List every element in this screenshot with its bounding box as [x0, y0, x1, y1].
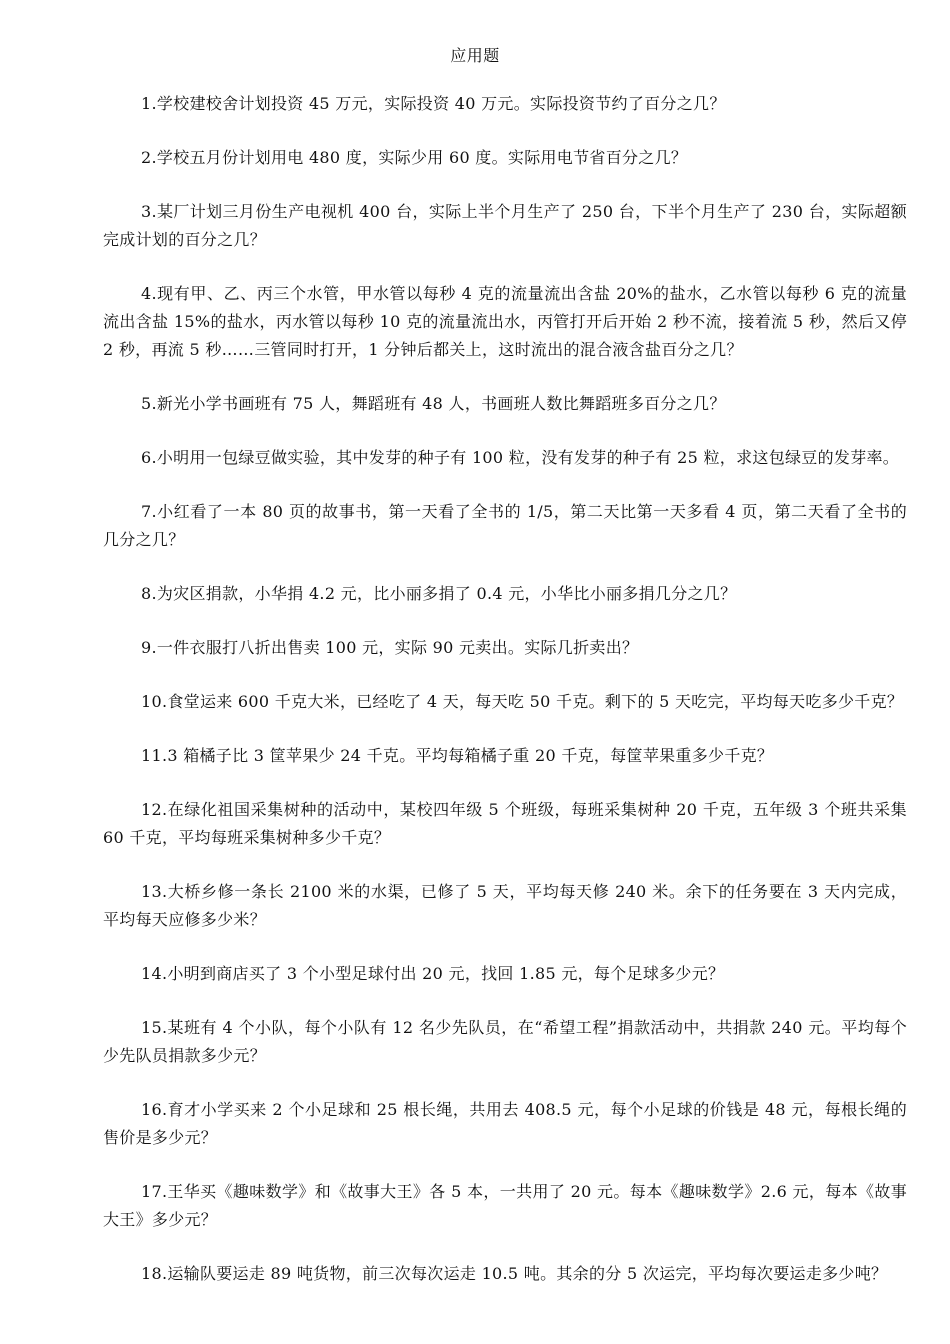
- problem-list: [103, 90, 907, 1314]
- problem-4: 4.现有甲、乙、丙三个水管，甲水管以每秒 4 克的流量流出含盐 20%的盐水，乙水管以每秒 6 克的流量流出含盐 15%的盐水，丙水管以每秒 10 克的流量流出水，丙管打开后开始 2 秒不流，接着流 5 秒，然后又停 2 秒，再流 5 秒……三管同时打开，1 分钟后都关上，这时流出的混合液含盐百分之几？: [103, 284, 907, 359]
- problem-14: 14.小明到商店买了 3 个小型足球付出 20 元，找回 1.85 元，每个足球多少元？: [141, 964, 725, 983]
- problem-12: 12.在绿化祖国采集树种的活动中，某校四年级 5 个班级，每班采集树种 20 千克，五年级 3 个班共采集 60 千克，平均每班采集树种多少千克？: [103, 800, 907, 847]
- problem-18: 18.运输队要运走 89 吨货物，前三次每次运走 10.5 吨。其余的分 5 次运完，平均每次要运走多少吨？: [141, 1264, 888, 1283]
- problem-13: 13.大桥乡修一条长 2100 米的水渠，已修了 5 天，平均每天修 240 米。余下的任务要在 3 天内完成，平均每天应修多少米？: [103, 882, 907, 929]
- problem-5: 5.新光小学书画班有 75 人，舞蹈班有 48 人，书画班人数比舞蹈班多百分之几？: [141, 394, 726, 413]
- problem-17: 17.王华买《趣味数学》和《故事大王》各 5 本，一共用了 20 元。每本《趣味数学》2.6 元，每本《故事大王》多少元？: [103, 1182, 907, 1229]
- problem-2: 2.学校五月份计划用电 480 度，实际少用 60 度。实际用电节省百分之几？: [141, 148, 688, 167]
- problem-1: 1.学校建校舍计划投资 45 万元，实际投资 40 万元。实际投资节约了百分之几？: [141, 94, 726, 113]
- problem-7: 7.小红看了一本 80 页的故事书，第一天看了全书的 1/5，第二天比第一天多看 4 页，第二天看了全书的几分之几？: [103, 502, 907, 549]
- problem-10: 10.食堂运来 600 千克大米，已经吃了 4 天，每天吃 50 千克。剩下的 5 天吃完，平均每天吃多少千克？: [141, 692, 904, 711]
- problem-11: 11.3 箱橘子比 3 筐苹果少 24 千克。平均每箱橘子重 20 千克，每筐苹果重多少千克？: [141, 746, 774, 765]
- problem-15: 15.某班有 4 个小队，每个小队有 12 名少先队员，在“希望工程”捐款活动中，共捐款 240 元。平均每个少先队员捐款多少元？: [103, 1018, 907, 1065]
- document-title: 应用题: [450, 46, 500, 65]
- problem-8: 8.为灾区捐款，小华捐 4.2 元，比小丽多捐了 0.4 元，小华比小丽多捐几分之几？: [141, 584, 737, 603]
- problem-16: 16.育才小学买来 2 个小足球和 25 根长绳，共用去 408.5 元，每个小足球的价钱是 48 元，每根长绳的售价是多少元？: [103, 1100, 907, 1147]
- problem-6: 6.小明用一包绿豆做实验，其中发芽的种子有 100 粒，没有发芽的种子有 25 粒，求这包绿豆的发芽率。: [141, 448, 900, 467]
- problem-9: 9.一件衣服打八折出售卖 100 元，实际 90 元卖出。实际几折卖出？: [141, 638, 639, 657]
- problem-3: 3.某厂计划三月份生产电视机 400 台，实际上半个月生产了 250 台，下半个月生产了 230 台，实际超额完成计划的百分之几？: [103, 202, 907, 249]
